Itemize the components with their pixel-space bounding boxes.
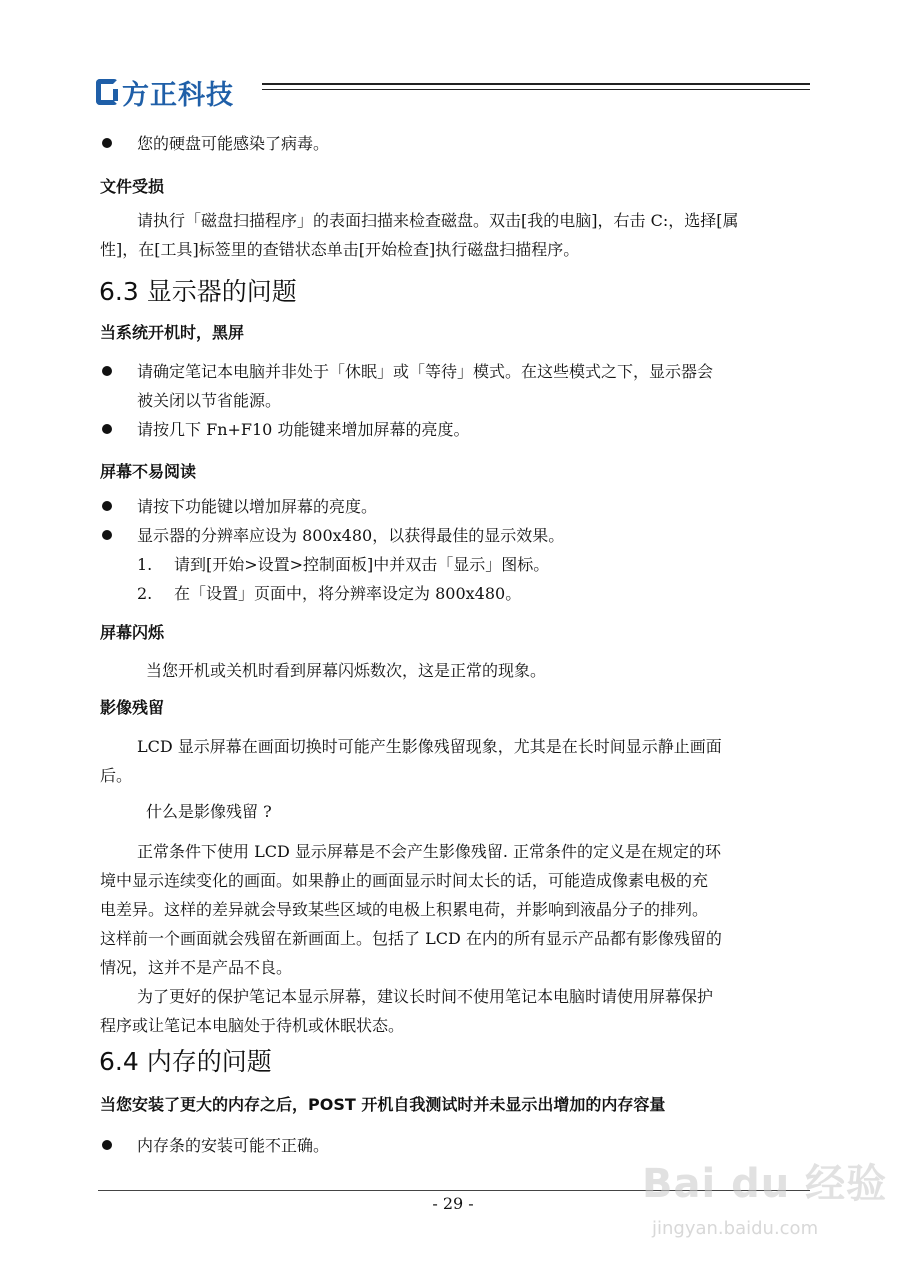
paragraph-line: 后。 <box>100 766 133 785</box>
section-subtitle: 当您安装了更大的内存之后，POST 开机自我测试时并未显示出增加的内存容量 <box>100 1095 666 1114</box>
paragraph-line: 程序或让笔记本电脑处于待机或休眠状态。 <box>100 1016 405 1035</box>
paragraph-line: 电差异。这样的差异就会导致某些区域的电极上积累电荷，并影响到液晶分子的排列。 <box>100 900 709 919</box>
list-item: 请确定笔记本电脑并非处于「休眠」或「等待」模式。在这些模式之下，显示器会 <box>137 362 714 381</box>
paragraph-line: 为了更好的保护笔记本显示屏幕，建议长时间不使用笔记本电脑时请使用屏幕保护 <box>137 987 714 1006</box>
bullet-icon <box>102 366 112 376</box>
list-item: 显示器的分辨率应设为 800x480，以获得最佳的显示效果。 <box>137 526 565 545</box>
bullet-icon <box>102 530 112 540</box>
bullet-icon <box>102 138 112 148</box>
watermark-url: jingyan.baidu.com <box>652 1218 819 1239</box>
paragraph-line: 当您开机或关机时看到屏幕闪烁数次，这是正常的现象。 <box>146 661 547 680</box>
bullet-icon <box>102 501 112 511</box>
paragraph-line: 性]，在[工具]标签里的查错状态单击[开始检查]执行磁盘扫描程序。 <box>100 240 580 259</box>
list-item: 您的硬盘可能感染了病毒。 <box>137 134 330 153</box>
paragraph-line: 情况，这并不是产品不良。 <box>100 958 293 977</box>
paragraph-line: 正常条件下使用 LCD 显示屏幕是不会产生影像残留. 正常条件的定义是在规定的环 <box>137 842 722 861</box>
paragraph-line: 这样前一个画面就会残留在新画面上。包括了 LCD 在内的所有显示产品都有影像残留的 <box>100 929 722 948</box>
section-subtitle: 文件受损 <box>100 177 165 196</box>
paragraph-line: 境中显示连续变化的画面。如果静止的画面显示时间太长的话，可能造成像素电极的充 <box>100 871 709 890</box>
bullet-icon <box>102 424 112 434</box>
numbered-item: 在「设置」页面中，将分辨率设定为 800x480。 <box>174 584 522 603</box>
logo-text: 方正科技 <box>122 79 234 111</box>
section-heading: 6.4 内存的问题 <box>99 1047 272 1076</box>
section-subtitle: 屏幕不易阅读 <box>100 462 197 481</box>
header-rule <box>262 83 810 85</box>
logo-mark-icon <box>96 79 118 105</box>
list-item-continuation: 被关闭以节省能源。 <box>137 391 282 410</box>
bullet-icon <box>102 1140 112 1150</box>
section-subtitle: 屏幕闪烁 <box>100 623 165 642</box>
section-subtitle: 影像残留 <box>100 698 165 717</box>
numbered-marker: 2. <box>137 584 153 603</box>
list-item: 请按下功能键以增加屏幕的亮度。 <box>137 497 378 516</box>
list-item: 请按几下 Fn+F10 功能键来增加屏幕的亮度。 <box>137 420 470 439</box>
numbered-item: 请到[开始>设置>控制面板]中并双击「显示」图标。 <box>174 555 550 574</box>
paragraph-line: LCD 显示屏幕在画面切换时可能产生影像残留现象，尤其是在长时间显示静止画面 <box>137 737 722 756</box>
section-subtitle: 当系统开机时，黑屏 <box>100 323 245 342</box>
numbered-marker: 1. <box>137 555 153 574</box>
list-item: 内存条的安装可能不正确。 <box>137 1136 330 1155</box>
section-heading: 6.3 显示器的问题 <box>99 277 297 306</box>
paragraph-line: 请执行「磁盘扫描程序」的表面扫描来检查磁盘。双击[我的电脑]，右击 C:，选择[属 <box>137 211 739 230</box>
watermark-brand: Bai du 经验 <box>642 1161 888 1207</box>
header-rule-thin <box>262 89 810 90</box>
paragraph-line: 什么是影像残留 ? <box>146 802 272 821</box>
brand-logo <box>96 72 234 112</box>
page-number: - 29 - <box>432 1194 474 1213</box>
